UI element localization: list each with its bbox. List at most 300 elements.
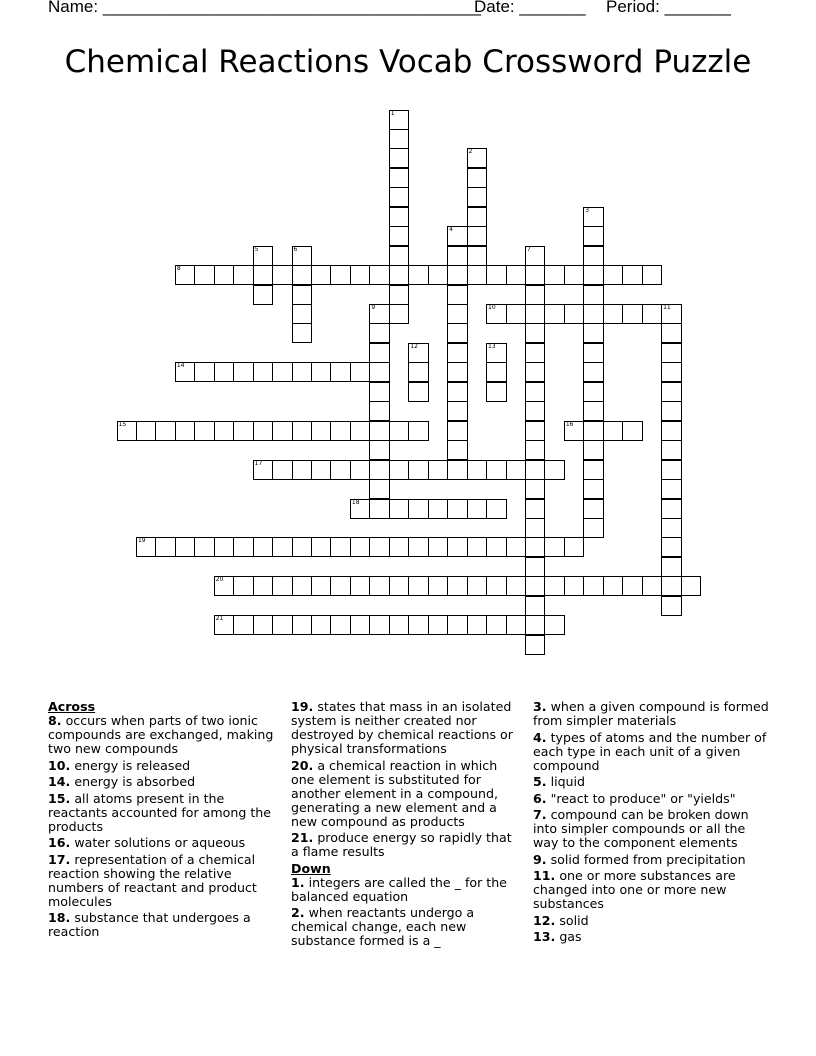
crossword-cell[interactable] [506,304,527,324]
clue-number: 1. [291,874,305,890]
crossword-cell[interactable] [525,382,546,402]
crossword-cell[interactable] [661,440,682,460]
crossword-cell[interactable] [194,421,215,441]
crossword-cell[interactable] [583,440,604,460]
crossword-cell[interactable] [330,537,351,557]
crossword-cell[interactable] [253,246,274,266]
crossword-cell[interactable] [389,576,410,596]
crossword-cell[interactable] [311,421,332,441]
crossword-cell[interactable] [525,479,546,499]
crossword-cell[interactable] [447,323,468,343]
crossword-cell[interactable] [253,537,274,557]
cell-number: 20 [215,576,224,584]
crossword-cell[interactable] [583,265,604,285]
crossword-cell[interactable] [544,304,565,324]
crossword-cell[interactable] [525,557,546,577]
crossword-cell[interactable] [525,401,546,421]
crossword-cell[interactable] [369,343,390,363]
crossword-cell[interactable] [467,187,488,207]
crossword-cell[interactable] [506,460,527,480]
date-line[interactable]: _______ [519,0,586,16]
crossword-cell[interactable] [408,265,429,285]
crossword-cell[interactable] [369,499,390,519]
crossword-cell[interactable] [214,537,235,557]
crossword-cell[interactable] [136,421,157,441]
clue-item [291,831,521,859]
crossword-cell[interactable] [525,596,546,616]
crossword-cell[interactable] [525,537,546,557]
clue-text: a chemical reaction in which one element is substituted for another element in a compound, generating a new element and a new compound as products [291,757,498,829]
crossword-cell[interactable] [486,576,507,596]
crossword-cell[interactable] [583,576,604,596]
crossword-cell[interactable] [447,285,468,305]
crossword-cell[interactable] [350,576,371,596]
crossword-cell[interactable] [661,557,682,577]
crossword-cell[interactable] [330,265,351,285]
crossword-cell[interactable] [486,304,507,324]
crossword-cell[interactable] [467,226,488,246]
crossword-cell[interactable] [506,537,527,557]
crossword-cell[interactable] [525,460,546,480]
clue-text: substance that undergoes a reaction [48,910,251,939]
clue-number: 12. [533,912,556,928]
crossword-cell[interactable] [506,576,527,596]
period-label: Period: [606,0,660,16]
crossword-cell[interactable] [661,479,682,499]
crossword-cell[interactable] [350,460,371,480]
crossword-cell[interactable] [194,265,215,285]
crossword-cell[interactable] [408,362,429,382]
crossword-cell[interactable] [292,460,313,480]
crossword-cell[interactable] [194,362,215,382]
crossword-cell[interactable] [583,226,604,246]
crossword-cell[interactable] [155,421,176,441]
crossword-cell[interactable] [583,479,604,499]
crossword-cell[interactable] [622,304,643,324]
crossword-cell[interactable] [525,323,546,343]
crossword-cell[interactable] [525,362,546,382]
clue-number: 6. [533,790,547,806]
crossword-cell[interactable] [292,362,313,382]
crossword-cell[interactable] [661,401,682,421]
crossword-cell[interactable] [506,265,527,285]
clue-item [533,853,769,867]
crossword-cell[interactable] [447,401,468,421]
crossword-cell[interactable] [292,576,313,596]
crossword-cell[interactable] [175,265,196,285]
cell-number: 21 [215,615,224,623]
clue-text: "react to produce" or "yields" [546,790,736,806]
crossword-cell[interactable] [155,537,176,557]
clue-number: 16. [48,835,71,850]
crossword-cell[interactable] [350,421,371,441]
crossword-cell[interactable] [330,615,351,635]
crossword-cell[interactable] [292,323,313,343]
crossword-cell[interactable] [661,596,682,616]
crossword-cell[interactable] [408,460,429,480]
clue-text: water solutions or aqueous [70,835,246,850]
crossword-cell[interactable] [292,537,313,557]
crossword-cell[interactable] [583,460,604,480]
crossword-cell[interactable] [369,615,390,635]
crossword-cell[interactable] [389,148,410,168]
crossword-cell[interactable] [389,207,410,227]
crossword-cell[interactable] [525,635,546,655]
crossword-cell[interactable] [330,576,351,596]
crossword-cell[interactable] [369,382,390,402]
crossword-cell[interactable] [369,362,390,382]
crossword-cell[interactable] [661,382,682,402]
crossword-cell[interactable] [428,537,449,557]
crossword-cell[interactable] [389,246,410,266]
crossword-cell[interactable] [428,265,449,285]
crossword-cell[interactable] [330,421,351,441]
crossword-cell[interactable] [389,537,410,557]
date-label: Date: [474,0,515,16]
crossword-cell[interactable] [583,382,604,402]
crossword-cell[interactable] [369,265,390,285]
period-line[interactable]: _______ [664,0,731,16]
crossword-cell[interactable] [389,421,410,441]
crossword-cell[interactable] [661,343,682,363]
crossword-cell[interactable] [389,285,410,305]
crossword-cell[interactable] [330,460,351,480]
crossword-cell[interactable] [447,382,468,402]
crossword-cell[interactable] [467,499,488,519]
crossword-cell[interactable] [661,323,682,343]
crossword-cell[interactable] [447,226,468,246]
crossword-cell[interactable] [661,460,682,480]
crossword-cell[interactable] [350,537,371,557]
crossword-cell[interactable] [525,304,546,324]
clue-number: 3. [533,699,547,714]
crossword-cell[interactable] [467,148,488,168]
crossword-cell[interactable] [486,343,507,363]
crossword-cell[interactable] [253,421,274,441]
crossword-cell[interactable] [175,421,196,441]
clue-text: states that mass in an isolated system is neither created nor destroyed by chemical reactions or physical transformations [291,699,513,756]
crossword-cell[interactable] [583,421,604,441]
crossword-cell[interactable] [330,362,351,382]
crossword-cell[interactable] [506,615,527,635]
cell-number: 12 [410,342,418,350]
crossword-cell[interactable] [467,265,488,285]
crossword-cell[interactable] [564,537,585,557]
crossword-cell[interactable] [583,246,604,266]
crossword-cell[interactable] [447,537,468,557]
crossword-cell[interactable] [408,382,429,402]
crossword-cell[interactable] [389,187,410,207]
crossword-cell[interactable] [272,537,293,557]
crossword-cell[interactable] [583,304,604,324]
crossword-cell[interactable] [603,265,624,285]
crossword-cell[interactable] [292,421,313,441]
crossword-cell[interactable] [583,518,604,538]
crossword-cell[interactable] [292,304,313,324]
crossword-cell[interactable] [642,576,663,596]
crossword-cell[interactable] [311,265,332,285]
clue-item [533,700,769,728]
crossword-cell[interactable] [525,421,546,441]
crossword-cell[interactable] [428,499,449,519]
clue-text: solid [555,912,589,928]
crossword-cell[interactable] [467,537,488,557]
crossword-cell[interactable] [525,518,546,538]
clue-number: 21. [291,830,314,845]
crossword-cell[interactable] [447,440,468,460]
crossword-cell[interactable] [253,576,274,596]
crossword-cell[interactable] [428,460,449,480]
crossword-cell[interactable] [467,576,488,596]
crossword-cell[interactable] [311,576,332,596]
crossword-cell[interactable] [194,537,215,557]
clue-item [291,759,521,829]
crossword-cell[interactable] [525,576,546,596]
crossword-cell[interactable] [544,460,565,480]
crossword-cell[interactable] [583,499,604,519]
crossword-cell[interactable] [311,615,332,635]
cell-number: 5 [254,245,259,253]
crossword-cell[interactable] [467,207,488,227]
crossword-cell[interactable] [447,246,468,266]
crossword-cell[interactable] [389,265,410,285]
crossword-cell[interactable] [661,421,682,441]
crossword-cell[interactable] [603,576,624,596]
crossword-cell[interactable] [292,285,313,305]
cell-number: 11 [663,304,671,311]
crossword-cell[interactable] [272,576,293,596]
crossword-cell[interactable] [583,401,604,421]
crossword-cell[interactable] [447,265,468,285]
crossword-cell[interactable] [369,479,390,499]
crossword-cell[interactable] [467,246,488,266]
cell-number: 19 [137,537,146,545]
crossword-cell[interactable] [525,440,546,460]
crossword-cell[interactable] [272,421,293,441]
clue-item [48,836,278,850]
crossword-cell[interactable] [661,576,682,596]
crossword-cell[interactable] [681,576,702,596]
crossword-cell[interactable] [233,537,254,557]
crossword-cell[interactable] [447,343,468,363]
crossword-cell[interactable] [486,460,507,480]
crossword-cell[interactable] [564,421,585,441]
crossword-cell[interactable] [389,499,410,519]
crossword-cell[interactable] [447,576,468,596]
crossword-cell[interactable] [136,537,157,557]
crossword-cell[interactable] [369,304,390,324]
crossword-cell[interactable] [389,304,410,324]
clue-number: 9. [533,851,547,867]
crossword-cell[interactable] [253,285,274,305]
crossword-cell[interactable] [486,265,507,285]
crossword-cell[interactable] [389,129,410,149]
crossword-cell[interactable] [175,537,196,557]
crossword-cell[interactable] [389,226,410,246]
clue-text: compound can be broken down into simpler compounds or all the way to the component elements [533,807,749,850]
crossword-cell[interactable] [292,615,313,635]
cell-number: 17 [254,459,263,467]
crossword-cell[interactable] [369,440,390,460]
crossword-cell[interactable] [486,537,507,557]
page-title: Chemical Reactions Vocab Crossword Puzzle [64,44,752,80]
crossword-cell[interactable] [408,499,429,519]
crossword-cell[interactable] [564,265,585,285]
clue-text: when a given compound is formed from simpler materials [533,699,769,728]
crossword-cell[interactable] [603,421,624,441]
crossword-cell[interactable] [467,615,488,635]
crossword-cell[interactable] [525,499,546,519]
crossword-cell[interactable] [544,615,565,635]
crossword-cell[interactable] [389,168,410,188]
crossword-cell[interactable] [486,615,507,635]
crossword-cell[interactable] [467,460,488,480]
crossword-cell[interactable] [525,265,546,285]
crossword-cell[interactable] [369,576,390,596]
crossword-cell[interactable] [622,576,643,596]
crossword-cell[interactable] [661,362,682,382]
crossword-cell[interactable] [117,421,138,441]
clue-item [48,911,278,939]
clue-number: 2. [291,905,305,920]
crossword-cell[interactable] [622,265,643,285]
crossword-cell[interactable] [350,499,371,519]
crossword-cell[interactable] [253,362,274,382]
crossword-cell[interactable] [214,265,235,285]
crossword-cell[interactable] [233,615,254,635]
crossword-cell[interactable] [447,499,468,519]
crossword-cell[interactable] [467,168,488,188]
clue-item [533,930,769,944]
crossword-cell[interactable] [661,304,682,324]
crossword-cell[interactable] [214,615,235,635]
crossword-cell[interactable] [408,421,429,441]
crossword-cell[interactable] [233,576,254,596]
crossword-cell[interactable] [253,265,274,285]
crossword-cell[interactable] [486,382,507,402]
clue-number: 14. [48,774,71,789]
crossword-cell[interactable] [214,576,235,596]
crossword-cell[interactable] [525,246,546,266]
crossword-cell[interactable] [622,421,643,441]
clue-item [533,731,769,773]
crossword-cell[interactable] [583,343,604,363]
crossword-cell[interactable] [408,343,429,363]
crossword-cell[interactable] [350,362,371,382]
crossword-cell[interactable] [214,421,235,441]
clues-column-1 [48,700,278,942]
crossword-cell[interactable] [350,265,371,285]
crossword-cell[interactable] [253,615,274,635]
crossword-cell[interactable] [272,460,293,480]
cell-number: 1 [390,109,395,117]
crossword-cell[interactable] [583,362,604,382]
crossword-cell[interactable] [428,576,449,596]
clue-item [48,759,278,773]
crossword-cell[interactable] [583,323,604,343]
cell-number: 13 [488,342,496,350]
crossword-cell[interactable] [311,537,332,557]
crossword-cell[interactable] [272,362,293,382]
crossword-cell[interactable] [175,362,196,382]
crossword-cell[interactable] [642,304,663,324]
crossword-cell[interactable] [369,323,390,343]
crossword-cell[interactable] [447,362,468,382]
crossword-cell[interactable] [292,265,313,285]
crossword-cell[interactable] [369,421,390,441]
crossword-cell[interactable] [583,207,604,227]
crossword-cell[interactable] [447,304,468,324]
crossword-cell[interactable] [292,246,313,266]
name-line[interactable]: ________________________________________ [102,0,481,16]
clue-item [533,808,769,850]
crossword-cell[interactable] [369,537,390,557]
crossword-cell[interactable] [233,362,254,382]
crossword-cell[interactable] [408,576,429,596]
crossword-cell[interactable] [369,460,390,480]
crossword-cell[interactable] [486,499,507,519]
crossword-cell[interactable] [389,110,410,130]
crossword-cell[interactable] [525,343,546,363]
clues-column-2 [291,700,521,951]
crossword-cell[interactable] [428,615,449,635]
crossword-cell[interactable] [544,537,565,557]
crossword-cell[interactable] [389,615,410,635]
crossword-cell[interactable] [389,460,410,480]
clue-item [291,906,521,948]
crossword-cell[interactable] [272,265,293,285]
crossword-cell[interactable] [486,362,507,382]
crossword-cell[interactable] [642,265,663,285]
cell-number: 4 [449,226,453,234]
crossword-cell[interactable] [311,362,332,382]
crossword-cell[interactable] [525,285,546,305]
crossword-cell[interactable] [661,499,682,519]
crossword-cell[interactable] [447,421,468,441]
clue-number: 13. [533,929,556,944]
crossword-cell[interactable] [447,615,468,635]
crossword-cell[interactable] [525,615,546,635]
clue-text: types of atoms and the number of each type in each unit of a given compound [533,729,767,773]
crossword-cell[interactable] [272,615,293,635]
name-label: Name: [48,0,99,16]
crossword-cell[interactable] [350,615,371,635]
crossword-cell[interactable] [447,460,468,480]
crossword-cell[interactable] [544,265,565,285]
crossword-cell[interactable] [661,518,682,538]
crossword-cell[interactable] [661,537,682,557]
crossword-cell[interactable] [311,460,332,480]
crossword-cell[interactable] [233,265,254,285]
clue-text: gas [555,929,582,944]
crossword-cell[interactable] [408,537,429,557]
crossword-cell[interactable] [253,460,274,480]
crossword-cell[interactable] [369,401,390,421]
clue-text: one or more substances are changed into one or more new substances [533,868,736,911]
clue-number: 20. [291,757,314,773]
crossword-cell[interactable] [603,304,624,324]
crossword-cell[interactable] [408,615,429,635]
crossword-cell[interactable] [564,304,585,324]
crossword-cell[interactable] [233,421,254,441]
cell-number: 8 [176,265,181,273]
clue-number: 8. [48,713,62,728]
crossword-cell[interactable] [583,285,604,305]
crossword-cell[interactable] [214,362,235,382]
crossword-cell[interactable] [564,576,585,596]
clue-number: 4. [533,729,547,745]
crossword-cell[interactable] [544,576,565,596]
